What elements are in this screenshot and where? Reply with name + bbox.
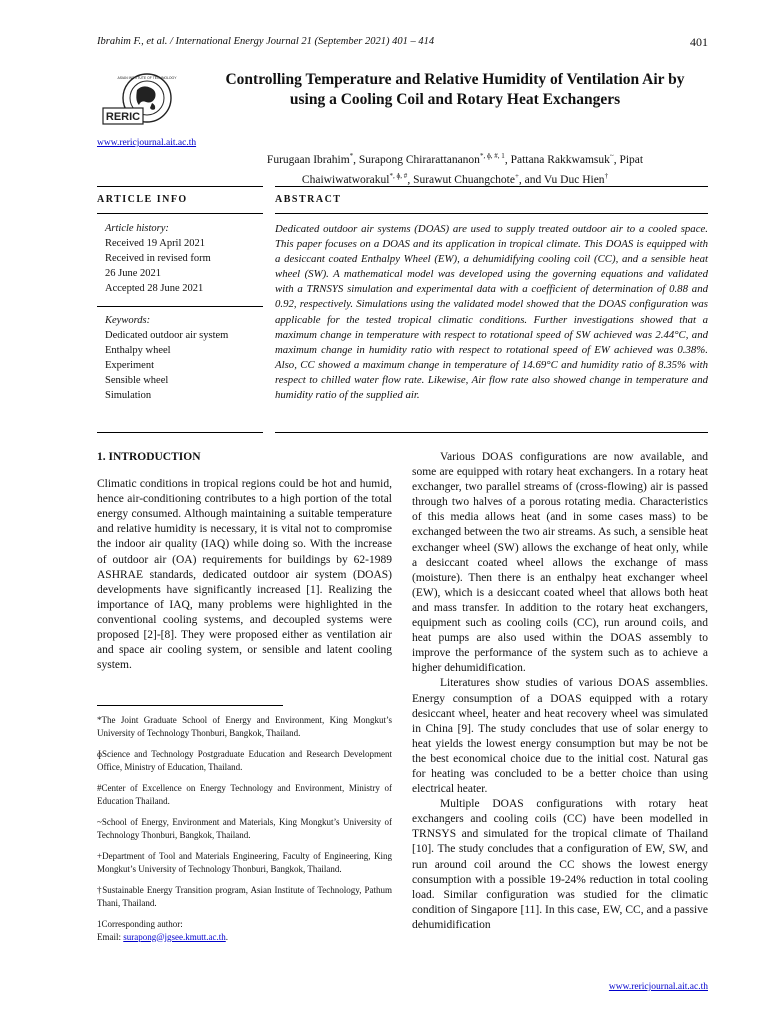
divider	[97, 432, 263, 433]
received-date: Received 19 April 2021	[105, 238, 206, 249]
revised-label: Received in revised form	[105, 253, 211, 264]
keywords-box	[105, 313, 271, 403]
revised-date: 26 June 2021	[105, 268, 161, 279]
page-number: 401	[690, 35, 708, 49]
keyword: Simulation	[105, 390, 152, 401]
keyword: Enthalpy wheel	[105, 345, 171, 356]
divider	[97, 186, 263, 187]
article-history	[105, 221, 271, 296]
accepted-date: Accepted 28 June 2021	[105, 283, 204, 294]
history-label: Article history:	[105, 223, 169, 234]
keywords-label: Keywords:	[105, 315, 151, 326]
intro-paragraph-4: Multiple DOAS configurations with rotary heat exchangers and cooling coils (CC) have been modelled in TRNSYS and simulated for the tropical climate of Thailand [10]. The study concludes that a configuration of EW, SW, and run around coil around the CC shows the lowest energy consumption with a possible 19-24% reduction in total cooling load. Similar configuration was studied for the climatic condition of Singapore [11]. In this case, EW, CC, and a passive dehumidification	[412, 798, 708, 931]
intro-paragraph-1: Climatic conditions in tropical regions could be hot and humid, hence air-conditioning contributes to a high portion of the total energy consumed. Although maintaining a suitable temperature and relative humidity is necessary, it is vital not to compromise the indoor air quality (IAQ) while doing so. With the increase of outdoor air (OA) requirements for buildings by 62-1989 ASHRAE standards, dedicated outdoor air system (DOAS) developments have significantly increased [1]. Realizing the importance of IAQ, many problems were highlighted in the conventional cooling systems, and decoupled systems were proposed [2]-[8]. They were proposed either as ventilation air and space air cooling system, or sensible and latent cooling system.	[97, 478, 392, 672]
divider	[275, 213, 708, 214]
reric-logo	[97, 70, 181, 132]
article-info-heading: ARTICLE INFO	[97, 194, 188, 205]
intro-paragraph-3: Literatures show studies of various DOAS assemblies. Energy consumption of a DOAS equipped with a rotary desiccant wheel, heater and heat recovery wheel was simulated in China [9]. The study concludes that use of solar energy to heat yields the lowest energy consumption but may be not be the best economical choice due to the initial cost. Natural gas for heating was concluded to be a better choice than using electrical heater.	[412, 677, 708, 796]
author-line-2: Chaiwiwatworakul$^{*, ɸ, \#}$, Surawut Chuangchote+, and Vu Duc Hien†	[301, 171, 609, 186]
abstract-text: Dedicated outdoor air systems (DOAS) are used to supply treated outdoor air to a cooled space. This paper focuses on a DOAS and its application in tropical climate. This DOAS is equipped with a desiccant coated Enthalpy Wheel (EW), a dehumidifying cooling coil (CC), and a sensible heat wheel (SW). A mathematical model was developed using the governing equations and validated with a TRNSYS simulation and experimental data with a coefficient of determination of 0.88 and 0.92, respectively. Simulations using the validated model showed that the DOAS configuration was applicable for the tested tropical climatic conditions. Further investigations showed that a maximum change in temperature with respect to rotational speed of SW achieved was 2.44°C, and maximum change in humidity ratio with respect to rotational speed of EW achieved was 0.38%. Also, CC showed a maximum change in temperature of 14.69°C and humidity ratio of 8.35% with respect to chilled water flow rate. Likewise, Air flow rate also showed change in temperature and humidity ratio of the supplied air.	[275, 223, 708, 402]
divider	[97, 306, 263, 307]
footnote: ~School of Energy, Environment and Materials, King Mongkut’s University of Technology Thonburi, Bangkok, Thailand.	[97, 817, 392, 840]
intro-heading: 1. INTRODUCTION	[97, 451, 201, 463]
keyword: Dedicated outdoor air system	[105, 330, 229, 341]
footnote: *The Joint Graduate School of Energy and Environment, King Mongkut’s University of Technology Thonburi, Bangkok, Thailand.	[97, 715, 392, 738]
email-link[interactable]: surapong@jgsee.kmutt.ac.th	[123, 931, 226, 942]
intro-right-column	[412, 450, 708, 933]
running-header: Ibrahim F., et al. / International Energy Journal 21 (September 2021) 401 – 414	[97, 36, 435, 47]
site-url-link[interactable]: www.rericjournal.ait.ac.th	[97, 138, 197, 148]
paper-title: Controlling Temperature and Relative Humidity of Ventilation Air by using a Cooling Coil and Rotary Heat Exchangers	[225, 71, 685, 108]
footnote-rule	[97, 705, 283, 706]
footnote: †Sustainable Energy Transition program, Asian Institute of Technology, Pathum Thani, Thailand.	[97, 885, 392, 908]
globe-logo-icon	[97, 70, 181, 132]
intro-paragraph-2: Various DOAS configurations are now available, and some are equipped with rotary heat exchangers. In a rotary heat exchanger, two parallel streams of (cross-flowing) air is passed through two halves of a porous rotating media. Characteristics of this media allows heat (and in some cases mass) to be exchanged between the two air streams. As such, a sensible heat exchanger wheel (SW) allows the exchange of heat only, while a desiccant coated wheel allows the exchange of mass (moisture). Then there is an enthalpy heat exchanger wheel (EW), which is a desiccant coated wheel that allows both heat and mass transfer. In addition to the rotary heat exchangers, equipment such as cooling coils (CC), run around coils, and heat pumps are also used within the DOAS assembly to improve the performance of the system such as to achieve a higher dehumidification.	[412, 451, 708, 675]
divider	[275, 432, 708, 433]
footnote: #Center of Excellence on Energy Technology and Environment, Ministry of Education Thailand.	[97, 783, 392, 806]
divider	[275, 186, 708, 187]
logo-ring-text: ASIAN INSTITUTE OF TECHNOLOGY	[117, 76, 177, 80]
keyword: Sensible wheel	[105, 375, 169, 386]
footer-url-link[interactable]: www.rericjournal.ait.ac.th	[608, 982, 708, 992]
footnote: 1Corresponding author:	[97, 919, 183, 929]
divider	[97, 213, 263, 214]
footnotes	[97, 714, 392, 943]
author-list	[215, 148, 695, 188]
abstract-heading: ABSTRACT	[275, 194, 342, 205]
intro-left-column	[97, 450, 392, 673]
footnote-email: Email: surapong@jgsee.kmutt.ac.th.	[97, 931, 229, 942]
footnote: +Department of Tool and Materials Engineering, Faculty of Engineering, King Mongkut’s University of Technology Thonburi, Bangkok, Thailand.	[97, 851, 392, 874]
footnote: ɸScience and Technology Postgraduate Education and Research Development Office, Ministry of Education, Thailand.	[97, 749, 392, 772]
logo-label: RERIC	[105, 111, 141, 123]
keyword: Experiment	[105, 360, 154, 371]
author-line-1: Furugaan Ibrahim*, Surapong Chirarattananon$^{*, ɸ, \#, 1}$, Pattana Rakkwamsuk~, Pipat	[266, 152, 644, 166]
